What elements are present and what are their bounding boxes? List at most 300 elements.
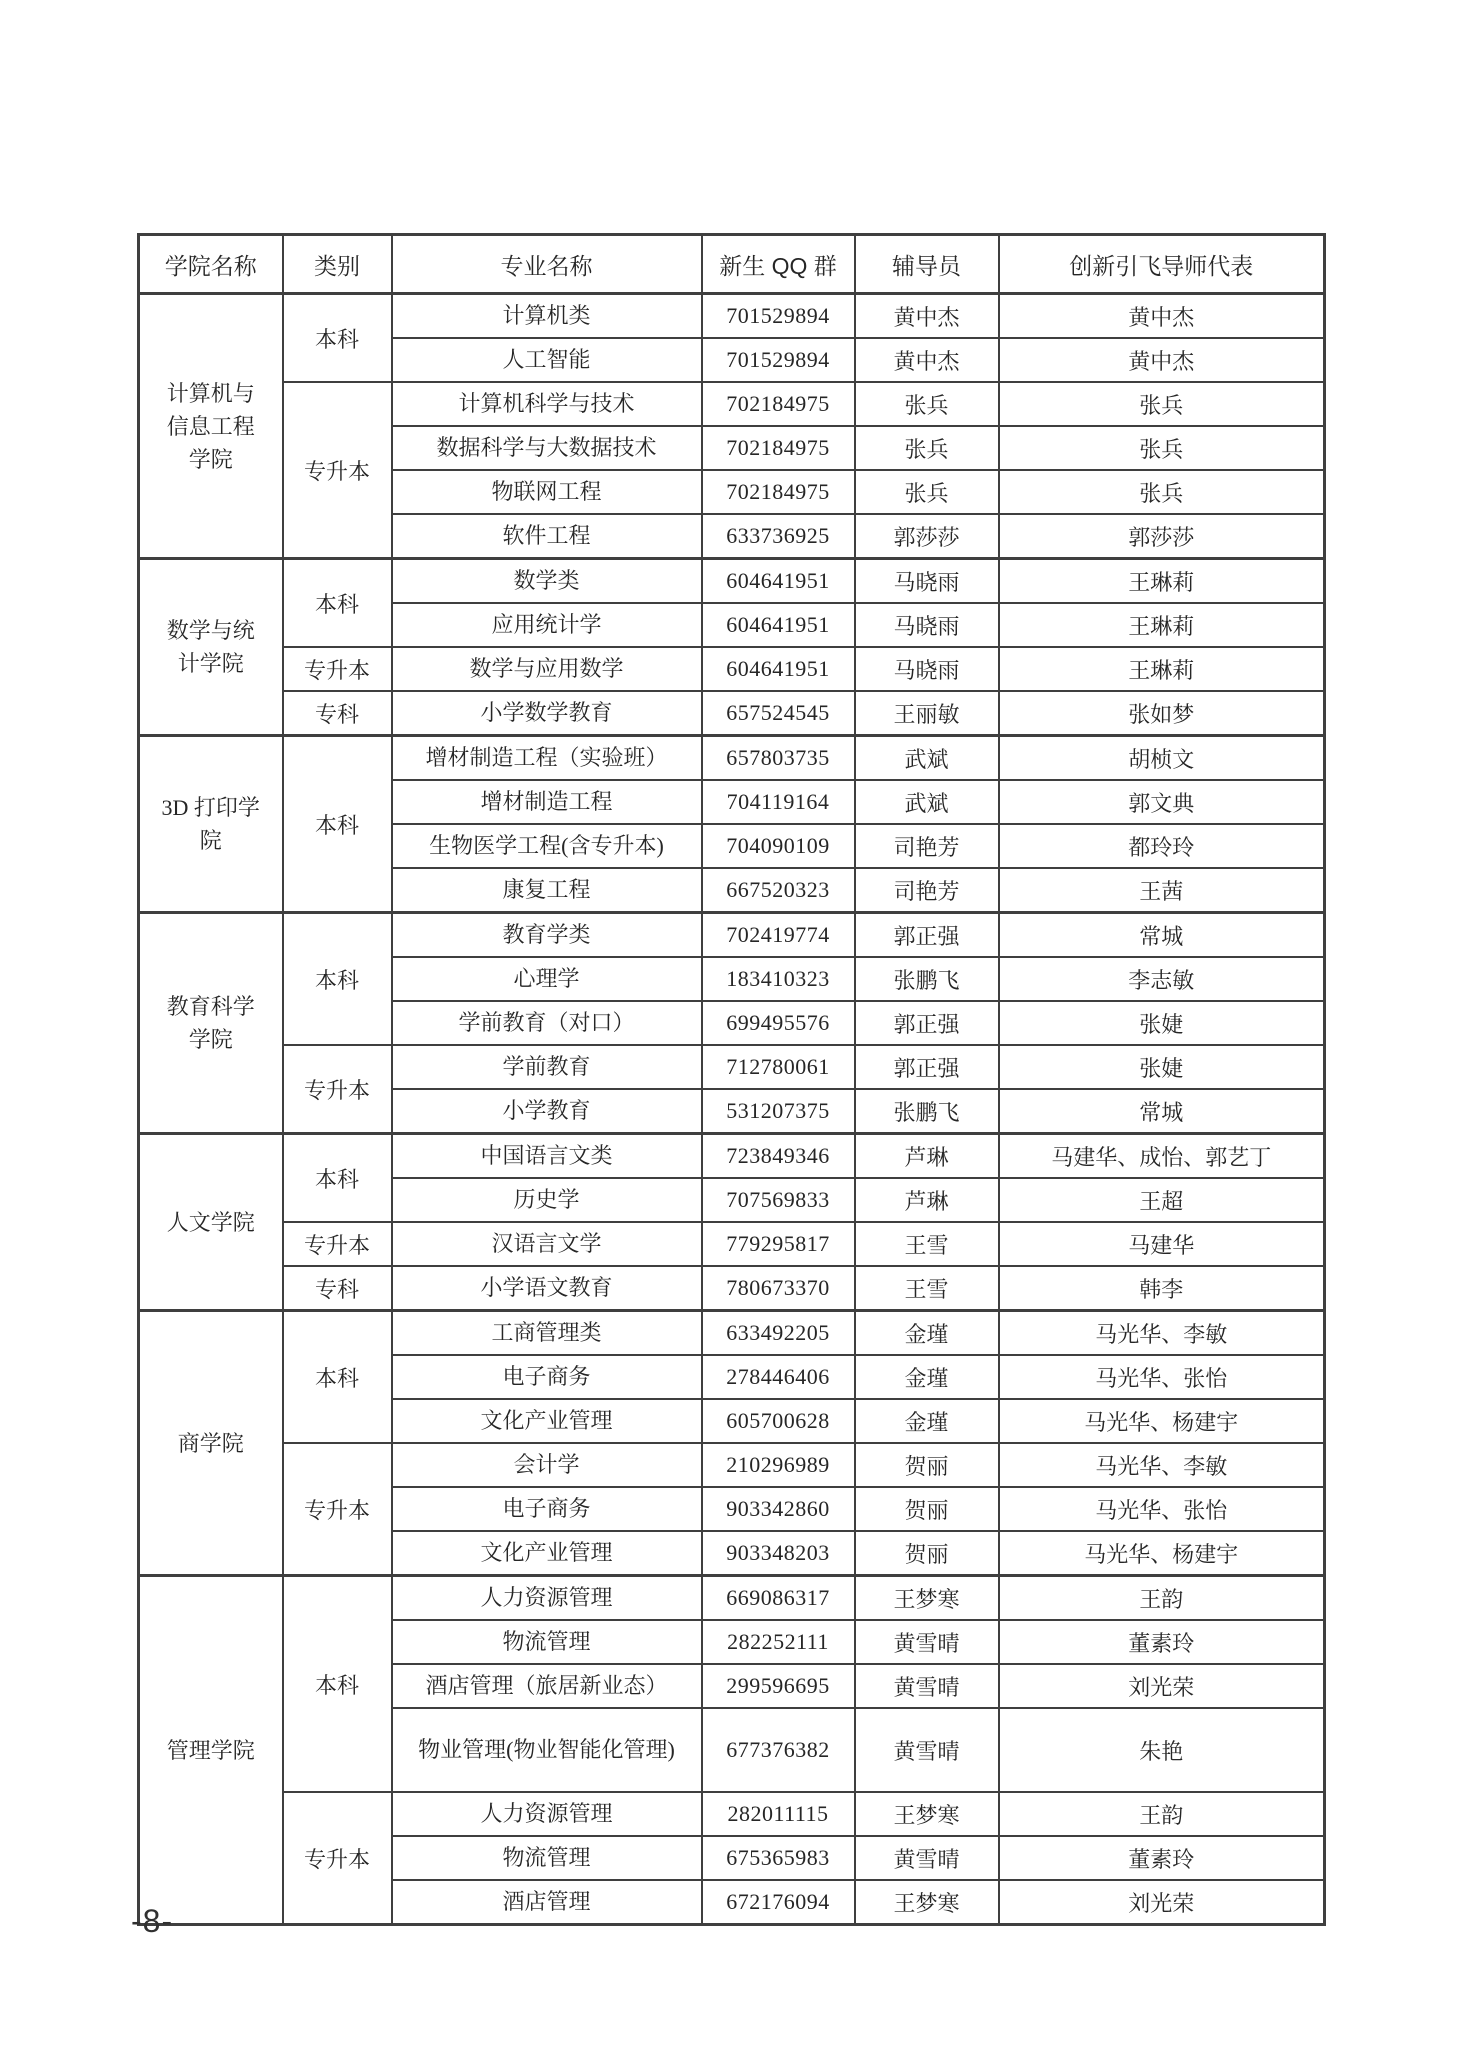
mentor-cell-text: 王琳莉 — [1128, 569, 1195, 595]
qq-group-cell — [702, 868, 855, 913]
table-row — [139, 736, 1325, 781]
counselor-cell-text: 王雪 — [904, 1232, 949, 1258]
counselor-cell-text: 马晓雨 — [893, 569, 960, 595]
college-name-cell — [139, 1134, 283, 1311]
mentor-cell-text: 王琳莉 — [1128, 657, 1195, 683]
header-qq-group: 新生 QQ 群 — [702, 235, 855, 294]
qq-group-cell-text: 633736925 — [726, 523, 830, 548]
major-cell — [392, 603, 702, 647]
counselor-cell-text: 郭正强 — [893, 1011, 960, 1037]
counselor-cell-text: 金瑾 — [904, 1321, 949, 1347]
qq-group-cell — [702, 913, 855, 958]
qq-group-cell-text: 604641951 — [726, 656, 830, 681]
major-cell — [392, 1880, 702, 1925]
category-cell — [283, 1045, 392, 1134]
counselor-cell-text: 贺丽 — [904, 1541, 949, 1567]
college-name-cell — [139, 294, 283, 559]
category-cell-text: 本科 — [314, 591, 359, 617]
category-cell-text: 专升本 — [303, 458, 370, 484]
qq-group-cell — [702, 1045, 855, 1089]
major-cell-text: 会计学 — [513, 1452, 580, 1478]
mentor-cell — [999, 1880, 1325, 1925]
major-cell — [392, 1134, 702, 1179]
mentor-cell — [999, 1045, 1325, 1089]
qq-group-cell-text: 675365983 — [726, 1845, 830, 1870]
qq-group-cell — [702, 1880, 855, 1925]
counselor-cell — [855, 1576, 999, 1621]
qq-group-cell — [702, 1266, 855, 1311]
qq-group-cell — [702, 647, 855, 691]
mentor-cell-text: 李志敏 — [1128, 967, 1195, 993]
major-cell — [392, 1576, 702, 1621]
qq-group-cell-text: 701529894 — [726, 303, 830, 328]
category-cell-text: 专科 — [314, 1276, 359, 1302]
counselor-cell-text: 王丽敏 — [893, 701, 960, 727]
mentor-cell — [999, 1487, 1325, 1531]
counselor-cell-text: 王雪 — [904, 1276, 949, 1302]
qq-group-cell — [702, 736, 855, 781]
category-cell-text: 专升本 — [303, 657, 370, 683]
qq-group-cell — [702, 1399, 855, 1443]
major-cell-text: 历史学 — [513, 1187, 580, 1213]
mentor-cell — [999, 1089, 1325, 1134]
major-cell — [392, 1708, 702, 1792]
category-cell — [283, 559, 392, 648]
counselor-cell — [855, 514, 999, 559]
mentor-cell-text: 张兵 — [1139, 392, 1184, 418]
counselor-cell — [855, 780, 999, 824]
mentor-cell — [999, 1001, 1325, 1045]
mentor-cell — [999, 426, 1325, 470]
major-cell-text: 工商管理类 — [491, 1320, 602, 1346]
counselor-cell-text: 黄雪晴 — [893, 1630, 960, 1656]
major-cell-text: 文化产业管理 — [480, 1408, 613, 1434]
qq-group-cell-text: 704090109 — [726, 833, 830, 858]
counselor-cell-text: 郭正强 — [893, 923, 960, 949]
counselor-cell — [855, 1880, 999, 1925]
counselor-cell-text: 黄中杰 — [893, 304, 960, 330]
college-name-cell — [139, 1311, 283, 1576]
major-cell — [392, 780, 702, 824]
mentor-cell-text: 郭文典 — [1128, 790, 1195, 816]
qq-group-cell-text: 633492205 — [726, 1320, 830, 1345]
counselor-cell — [855, 868, 999, 913]
mentor-cell — [999, 559, 1325, 604]
major-cell — [392, 1443, 702, 1487]
college-name-cell-text: 教育科学学院 — [166, 994, 255, 1052]
category-cell — [283, 1443, 392, 1576]
major-cell — [392, 338, 702, 382]
major-cell-text: 计算机科学与技术 — [458, 391, 635, 417]
qq-group-cell-text: 712780061 — [726, 1054, 830, 1079]
major-cell-text: 学前教育 — [502, 1054, 591, 1080]
mentor-cell-text: 黄中杰 — [1128, 348, 1195, 374]
qq-group-cell-text: 604641951 — [726, 568, 830, 593]
qq-group-cell-text: 210296989 — [726, 1452, 830, 1477]
category-cell-text: 本科 — [314, 326, 359, 352]
mentor-cell-text: 马光华、李敏 — [1095, 1453, 1228, 1479]
counselor-cell — [855, 1487, 999, 1531]
mentor-cell-text: 胡桢文 — [1128, 746, 1195, 772]
category-cell-text: 本科 — [314, 812, 359, 838]
qq-group-cell — [702, 957, 855, 1001]
mentor-cell-text: 韩李 — [1139, 1276, 1184, 1302]
table-row — [139, 1266, 1325, 1311]
table-row — [139, 294, 1325, 339]
counselor-cell-text: 武斌 — [904, 790, 949, 816]
counselor-cell-text: 芦琳 — [904, 1144, 949, 1170]
header-counselor: 辅导员 — [855, 235, 999, 294]
qq-group-cell — [702, 1576, 855, 1621]
major-cell — [392, 736, 702, 781]
major-cell — [392, 294, 702, 339]
qq-group-cell-text: 604641951 — [726, 612, 830, 637]
mentor-cell-text: 王茜 — [1139, 878, 1184, 904]
qq-group-cell-text: 605700628 — [726, 1408, 830, 1433]
header-mentor: 创新引飞导师代表 — [999, 235, 1325, 294]
qq-group-cell-text: 699495576 — [726, 1010, 830, 1035]
mentor-cell-text: 马建华 — [1128, 1232, 1195, 1258]
mentor-cell — [999, 1620, 1325, 1664]
counselor-cell-text: 司艳芳 — [893, 834, 960, 860]
table-row — [139, 647, 1325, 691]
counselor-cell — [855, 1089, 999, 1134]
counselor-cell — [855, 603, 999, 647]
mentor-cell — [999, 1355, 1325, 1399]
mentor-cell — [999, 1399, 1325, 1443]
qq-group-cell-text: 669086317 — [726, 1585, 830, 1610]
page-number: -8- — [131, 1903, 174, 1939]
qq-group-cell-text: 702184975 — [726, 435, 830, 460]
counselor-cell — [855, 1001, 999, 1045]
counselor-cell — [855, 1531, 999, 1576]
counselor-cell-text: 王梦寒 — [893, 1586, 960, 1612]
mentor-cell — [999, 691, 1325, 736]
category-cell-text: 专升本 — [303, 1077, 370, 1103]
major-cell — [392, 868, 702, 913]
table-row — [139, 1576, 1325, 1621]
qq-group-cell — [702, 1531, 855, 1576]
mentor-cell-text: 黄中杰 — [1128, 304, 1195, 330]
major-cell-text: 康复工程 — [502, 877, 591, 903]
qq-group-cell — [702, 1178, 855, 1222]
major-cell-text: 文化产业管理 — [480, 1540, 613, 1566]
category-cell — [283, 691, 392, 736]
counselor-cell — [855, 1664, 999, 1708]
mentor-cell-text: 都玲玲 — [1128, 834, 1195, 860]
counselor-cell — [855, 1178, 999, 1222]
counselor-cell — [855, 1399, 999, 1443]
college-name-cell-text: 人文学院 — [166, 1209, 255, 1235]
counselor-cell-text: 黄中杰 — [893, 348, 960, 374]
mentor-cell-text: 张婕 — [1139, 1011, 1184, 1037]
mentor-cell-text: 常城 — [1139, 923, 1184, 949]
counselor-cell — [855, 736, 999, 781]
category-cell — [283, 294, 392, 383]
counselor-cell — [855, 1355, 999, 1399]
category-cell-text: 本科 — [314, 967, 359, 993]
counselor-cell — [855, 1792, 999, 1836]
qq-group-cell — [702, 603, 855, 647]
mentor-cell — [999, 1311, 1325, 1356]
mentor-cell — [999, 294, 1325, 339]
qq-group-cell — [702, 338, 855, 382]
counselor-cell — [855, 1836, 999, 1880]
mentor-cell-text: 王韵 — [1139, 1802, 1184, 1828]
mentor-cell — [999, 1134, 1325, 1179]
category-cell — [283, 1792, 392, 1925]
major-cell-text: 数据科学与大数据技术 — [436, 435, 657, 461]
qq-group-cell-text: 702184975 — [726, 479, 830, 504]
qq-group-cell — [702, 1664, 855, 1708]
major-cell — [392, 1399, 702, 1443]
category-cell-text: 专升本 — [303, 1497, 370, 1523]
qq-group-cell — [702, 691, 855, 736]
category-cell-text: 专科 — [314, 701, 359, 727]
category-cell — [283, 1222, 392, 1266]
qq-group-cell-text: 704119164 — [726, 789, 830, 814]
major-cell — [392, 1620, 702, 1664]
counselor-cell — [855, 382, 999, 426]
table-row — [139, 913, 1325, 958]
college-name-cell — [139, 559, 283, 736]
major-cell-text: 增材制造工程 — [480, 789, 613, 815]
mentor-cell — [999, 824, 1325, 868]
counselor-cell — [855, 294, 999, 339]
mentor-cell — [999, 647, 1325, 691]
qq-group-cell — [702, 1620, 855, 1664]
mentor-cell — [999, 868, 1325, 913]
qq-group-cell-text: 701529894 — [726, 347, 830, 372]
counselor-cell — [855, 1620, 999, 1664]
major-cell-text: 教育学类 — [502, 922, 591, 948]
qq-group-cell — [702, 780, 855, 824]
counselor-cell — [855, 691, 999, 736]
mentor-cell — [999, 913, 1325, 958]
qq-group-cell — [702, 824, 855, 868]
qq-group-cell — [702, 559, 855, 604]
major-cell-text: 中国语言文类 — [480, 1143, 613, 1169]
major-cell-text: 小学教育 — [502, 1098, 591, 1124]
qq-group-cell — [702, 426, 855, 470]
major-cell — [392, 647, 702, 691]
table-row — [139, 1045, 1325, 1089]
counselor-cell — [855, 426, 999, 470]
qq-group-cell-text: 779295817 — [726, 1231, 830, 1256]
counselor-cell — [855, 1134, 999, 1179]
major-cell — [392, 1531, 702, 1576]
college-name-cell — [139, 913, 283, 1134]
counselor-cell — [855, 913, 999, 958]
college-name-cell-text: 3D 打印学院 — [161, 795, 260, 853]
major-cell — [392, 1045, 702, 1089]
category-cell-text: 本科 — [314, 1365, 359, 1391]
major-cell-text: 电子商务 — [502, 1364, 591, 1390]
counselor-cell-text: 郭莎莎 — [893, 524, 960, 550]
mentor-cell-text: 张如梦 — [1128, 701, 1195, 727]
table-row — [139, 691, 1325, 736]
qq-group-cell — [702, 1792, 855, 1836]
major-cell-text: 学前教育（对口） — [458, 1010, 635, 1036]
mentor-cell — [999, 1836, 1325, 1880]
counselor-cell-text: 王梦寒 — [893, 1890, 960, 1916]
major-cell — [392, 1178, 702, 1222]
qq-group-cell-text: 672176094 — [726, 1889, 830, 1914]
qq-group-cell-text: 677376382 — [726, 1737, 830, 1762]
college-name-cell-text: 商学院 — [177, 1430, 244, 1456]
mentor-cell-text: 郭莎莎 — [1128, 524, 1195, 550]
category-cell-text: 本科 — [314, 1166, 359, 1192]
category-cell — [283, 1311, 392, 1444]
mentor-cell-text: 王韵 — [1139, 1586, 1184, 1612]
counselor-cell-text: 张鹏飞 — [893, 1099, 960, 1125]
qq-group-cell — [702, 1443, 855, 1487]
table-row — [139, 1222, 1325, 1266]
table-header — [139, 235, 1325, 294]
major-cell-text: 生物医学工程(含专升本) — [429, 833, 664, 859]
enrollment-table — [137, 233, 1326, 1926]
qq-group-cell — [702, 470, 855, 514]
college-name-cell-text: 数学与统计学院 — [166, 618, 255, 676]
counselor-cell-text: 司艳芳 — [893, 878, 960, 904]
counselor-cell — [855, 1708, 999, 1792]
category-cell — [283, 1134, 392, 1223]
category-cell — [283, 1576, 392, 1793]
header-category: 类别 — [283, 235, 392, 294]
table-row — [139, 1443, 1325, 1487]
mentor-cell — [999, 338, 1325, 382]
mentor-cell — [999, 382, 1325, 426]
mentor-cell-text: 马光华、杨建宇 — [1084, 1409, 1239, 1435]
major-cell-text: 增材制造工程（实验班） — [425, 745, 668, 771]
counselor-cell — [855, 1045, 999, 1089]
mentor-cell-text: 张兵 — [1139, 436, 1184, 462]
major-cell — [392, 1001, 702, 1045]
qq-group-cell — [702, 1355, 855, 1399]
counselor-cell-text: 武斌 — [904, 746, 949, 772]
major-cell — [392, 1266, 702, 1311]
counselor-cell-text: 芦琳 — [904, 1188, 949, 1214]
counselor-cell-text: 金瑾 — [904, 1365, 949, 1391]
qq-group-cell-text: 282252111 — [727, 1629, 829, 1654]
qq-group-cell-text: 903348203 — [726, 1540, 830, 1565]
major-cell — [392, 559, 702, 604]
mentor-cell-text: 董素玲 — [1128, 1630, 1195, 1656]
mentor-cell-text: 马光华、李敏 — [1095, 1321, 1228, 1347]
major-cell-text: 人工智能 — [502, 347, 591, 373]
qq-group-cell-text: 282011115 — [727, 1801, 829, 1826]
counselor-cell — [855, 338, 999, 382]
counselor-cell — [855, 559, 999, 604]
mentor-cell-text: 常城 — [1139, 1099, 1184, 1125]
college-name-cell — [139, 736, 283, 913]
category-cell — [283, 382, 392, 559]
counselor-cell — [855, 957, 999, 1001]
mentor-cell-text: 张兵 — [1139, 480, 1184, 506]
counselor-cell — [855, 1222, 999, 1266]
qq-group-cell-text: 657524545 — [726, 700, 830, 725]
counselor-cell-text: 张兵 — [904, 480, 949, 506]
qq-group-cell — [702, 382, 855, 426]
counselor-cell — [855, 470, 999, 514]
major-cell — [392, 1089, 702, 1134]
counselor-cell — [855, 1266, 999, 1311]
table-row — [139, 559, 1325, 604]
qq-group-cell-text: 531207375 — [726, 1098, 830, 1123]
counselor-cell-text: 马晓雨 — [893, 657, 960, 683]
counselor-cell-text: 金瑾 — [904, 1409, 949, 1435]
major-cell-text: 酒店管理（旅居新业态） — [425, 1673, 668, 1699]
qq-group-cell-text: 707569833 — [726, 1187, 830, 1212]
mentor-cell-text: 董素玲 — [1128, 1846, 1195, 1872]
mentor-cell — [999, 1178, 1325, 1222]
mentor-cell-text: 朱艳 — [1139, 1738, 1184, 1764]
major-cell-text: 酒店管理 — [502, 1889, 591, 1915]
major-cell-text: 人力资源管理 — [480, 1585, 613, 1611]
mentor-cell-text: 张婕 — [1139, 1055, 1184, 1081]
major-cell — [392, 1487, 702, 1531]
counselor-cell — [855, 1311, 999, 1356]
header-college-name: 学院名称 — [139, 235, 283, 294]
major-cell-text: 物业管理(物业智能化管理) — [418, 1737, 675, 1763]
qq-group-cell-text: 657803735 — [726, 745, 830, 770]
major-cell — [392, 426, 702, 470]
major-cell-text: 心理学 — [513, 966, 580, 992]
major-cell-text: 数学类 — [513, 568, 580, 594]
major-cell-text: 汉语言文学 — [491, 1231, 602, 1257]
major-cell-text: 软件工程 — [502, 523, 591, 549]
mentor-cell-text: 马光华、张怡 — [1095, 1365, 1228, 1391]
mentor-cell — [999, 736, 1325, 781]
qq-group-cell-text: 702184975 — [726, 391, 830, 416]
mentor-cell — [999, 1443, 1325, 1487]
major-cell — [392, 1664, 702, 1708]
category-cell — [283, 1266, 392, 1311]
mentor-cell — [999, 514, 1325, 559]
qq-group-cell-text: 667520323 — [726, 877, 830, 902]
counselor-cell-text: 王梦寒 — [893, 1802, 960, 1828]
mentor-cell — [999, 1576, 1325, 1621]
major-cell-text: 物联网工程 — [491, 479, 602, 505]
mentor-cell-text: 马光华、张怡 — [1095, 1497, 1228, 1523]
mentor-cell — [999, 1222, 1325, 1266]
mentor-cell — [999, 1664, 1325, 1708]
counselor-cell-text: 张兵 — [904, 392, 949, 418]
mentor-cell — [999, 1266, 1325, 1311]
table-header-row — [139, 235, 1325, 294]
major-cell — [392, 1836, 702, 1880]
college-name-cell-text: 管理学院 — [166, 1737, 255, 1763]
category-cell — [283, 913, 392, 1046]
category-cell-text: 专升本 — [303, 1846, 370, 1872]
counselor-cell — [855, 824, 999, 868]
college-name-cell-text: 计算机与信息工程学院 — [166, 380, 255, 472]
major-cell-text: 小学数学教育 — [480, 700, 613, 726]
major-cell-text: 物流管理 — [502, 1845, 591, 1871]
major-cell — [392, 382, 702, 426]
qq-group-cell — [702, 1708, 855, 1792]
mentor-cell — [999, 1531, 1325, 1576]
qq-group-cell — [702, 1222, 855, 1266]
counselor-cell-text: 马晓雨 — [893, 613, 960, 639]
table-row — [139, 1311, 1325, 1356]
qq-group-cell-text: 702419774 — [726, 922, 830, 947]
major-cell — [392, 957, 702, 1001]
major-cell-text: 小学语文教育 — [480, 1275, 613, 1301]
table-body — [139, 294, 1325, 1925]
mentor-cell-text: 王琳莉 — [1128, 613, 1195, 639]
major-cell — [392, 913, 702, 958]
